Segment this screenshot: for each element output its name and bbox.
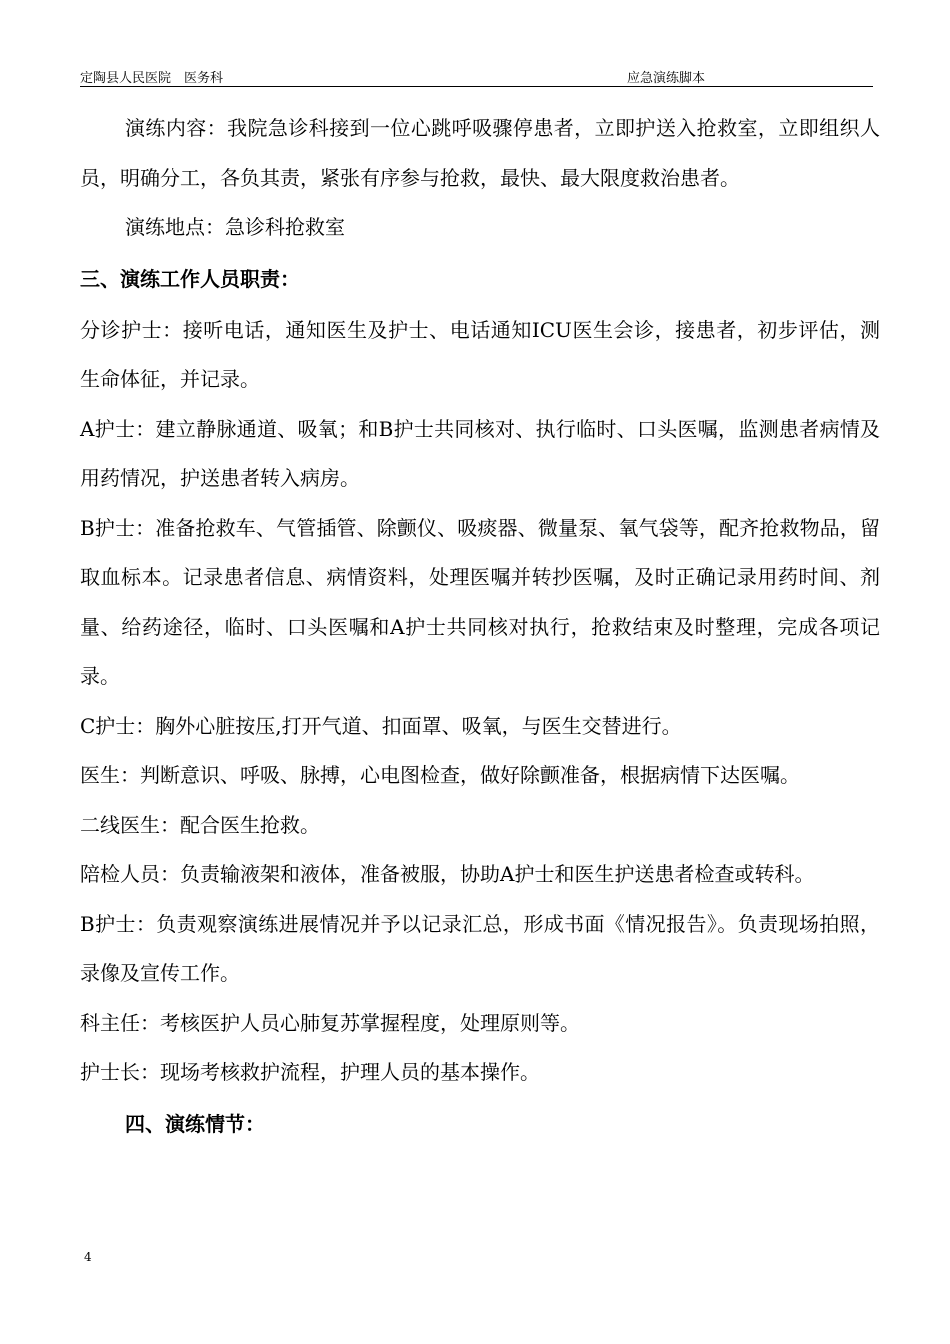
paragraph-nurse-b-observer: B护士：负责观察演练进展情况并予以记录汇总，形成书面《情况报告》。负责现场拍照，录像及宣传工作。 — [80, 911, 880, 985]
paragraph-head-nurse: 护士长：现场考核救护流程，护理人员的基本操作。 — [80, 1060, 540, 1084]
section-heading-3: 三、演练工作人员职责： — [80, 266, 300, 291]
paragraph-drill-location: 演练地点：急诊科抢救室 — [125, 215, 345, 239]
paragraph-triage-nurse: 分诊护士：接听电话，通知医生及护士、电话通知ICU医生会诊，接患者，初步评估，测生命体征，并记录。 — [80, 317, 880, 391]
paragraph-doctor: 医生：判断意识、呼吸、脉搏，心电图检查，做好除颤准备，根据病情下达医嘱。 — [80, 763, 800, 787]
paragraph-nurse-b: B护士：准备抢救车、气管插管、除颤仪、吸痰器、微量泵、氧气袋等，配齐抢救物品，留取血标本。记录患者信息、病情资料，处理医嘱并转抄医嘱，及时正确记录用药时间、剂量、给药途径，临时、口头医嘱和A护士共同核对执行，抢救结束及时整理，完成各项记录。 — [80, 515, 880, 688]
document-body — [80, 104, 880, 1151]
paragraph-nurse-a: A护士：建立静脉通道、吸氧；和B护士共同核对、执行临时、口头医嘱，监测患者病情及用药情况，护送患者转入病房。 — [80, 416, 880, 490]
header-left-text: 定陶县人民医院 医务科 — [80, 71, 224, 86]
paragraph-drill-content: 演练内容：我院急诊科接到一位心跳呼吸骤停患者，立即护送入抢救室，立即组织人员，明确分工，各负其责，紧张有序参与抢救，最快、最大限度救治患者。 — [80, 116, 880, 190]
paragraph-nurse-c: C护士：胸外心脏按压,打开气道、扣面罩、吸氧，与医生交替进行。 — [80, 713, 682, 738]
paragraph-escort-staff: 陪检人员：负责输液架和液体，准备被服，协助A护士和医生护送患者检查或转科。 — [80, 862, 815, 886]
paragraph-department-director: 科主任：考核医护人员心肺复苏掌握程度，处理原则等。 — [80, 1010, 580, 1035]
section-heading-4: 四、演练情节： — [125, 1111, 265, 1136]
page-number: 4 — [84, 1250, 92, 1264]
header-right-text: 应急演练脚本 — [627, 71, 706, 86]
page-header — [80, 64, 873, 87]
paragraph-second-line-doctor: 二线医生：配合医生抢救。 — [80, 812, 320, 837]
